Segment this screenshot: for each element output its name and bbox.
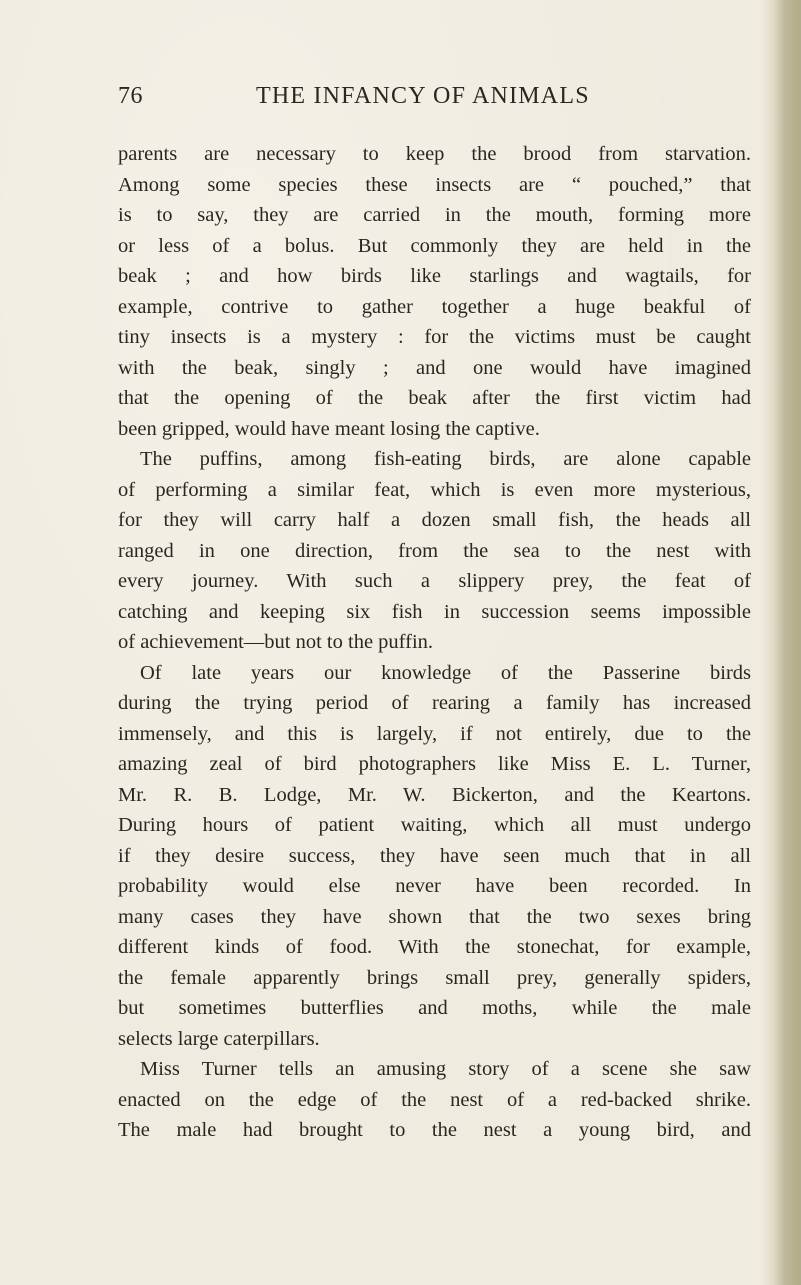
text-line: every journey. With such a slippery prey, the feat of (118, 570, 751, 592)
text-line: example, contrive to gather together a huge beakful of (118, 295, 751, 318)
page-header (116, 83, 756, 117)
page-number: 76 (118, 83, 143, 109)
text-line: been gripped, would have meant losing the captive. (118, 417, 540, 440)
text-line: beak ; and how birds like starlings and wagtails, for (118, 265, 751, 287)
text-line: probability would else never have been recorded. In (118, 875, 751, 897)
text-line: different kinds of food. With the stonechat, for example, (118, 936, 751, 958)
page-edge-shadow (761, 0, 801, 1285)
text-line: the female apparently brings small prey, generally spiders, (118, 966, 751, 989)
text-line: parents are necessary to keep the brood from starvation. (118, 143, 751, 165)
text-line: is to say, they are carried in the mouth, forming more (118, 204, 751, 226)
text-line: or less of a bolus. But commonly they are held in the (118, 234, 751, 257)
text-line: catching and keeping six fish in succession seems impossible (118, 600, 751, 623)
text-line: that the opening of the beak after the first victim had (118, 387, 751, 409)
text-line: Of late years our knowledge of the Passerine birds (140, 661, 751, 684)
text-line: immensely, and this is largely, if not entirely, due to the (118, 722, 751, 745)
running-title: THE INFANCY OF ANIMALS (256, 83, 590, 109)
text-line: Among some species these insects are “ pouched,” that (118, 173, 751, 196)
text-line: Miss Turner tells an amusing story of a scene she saw (140, 1058, 751, 1080)
text-line: amazing zeal of bird photographers like Miss E. L. Turner, (118, 753, 751, 775)
text-line: if they desire success, they have seen much that in all (118, 844, 751, 867)
text-line: The male had brought to the nest a young bird, and (118, 1119, 751, 1141)
text-line: tiny insects is a mystery : for the victims must be caught (118, 326, 751, 348)
text-line: Mr. R. B. Lodge, Mr. W. Bickerton, and the Keartons. (118, 783, 751, 806)
text-line: The puffins, among fish-eating birds, are alone capable (140, 448, 751, 470)
text-line: ranged in one direction, from the sea to the nest with (118, 539, 751, 562)
text-line: of achievement—but not to the puffin. (118, 631, 434, 653)
body-text (118, 139, 751, 1146)
text-line: but sometimes butterflies and moths, while the male (118, 997, 751, 1019)
text-line: During hours of patient waiting, which all must undergo (118, 814, 751, 836)
text-line: selects large caterpillars. (118, 1027, 320, 1050)
text-line: with the beak, singly ; and one would have imagined (118, 356, 751, 379)
text-line: many cases they have shown that the two sexes bring (118, 905, 751, 928)
text-line: for they will carry half a dozen small fish, the heads all (118, 509, 751, 531)
text-line: of performing a similar feat, which is even more mysterious, (118, 478, 751, 501)
text-line: during the trying period of rearing a family has increased (118, 692, 751, 714)
text-line: enacted on the edge of the nest of a red-backed shrike. (118, 1088, 751, 1111)
